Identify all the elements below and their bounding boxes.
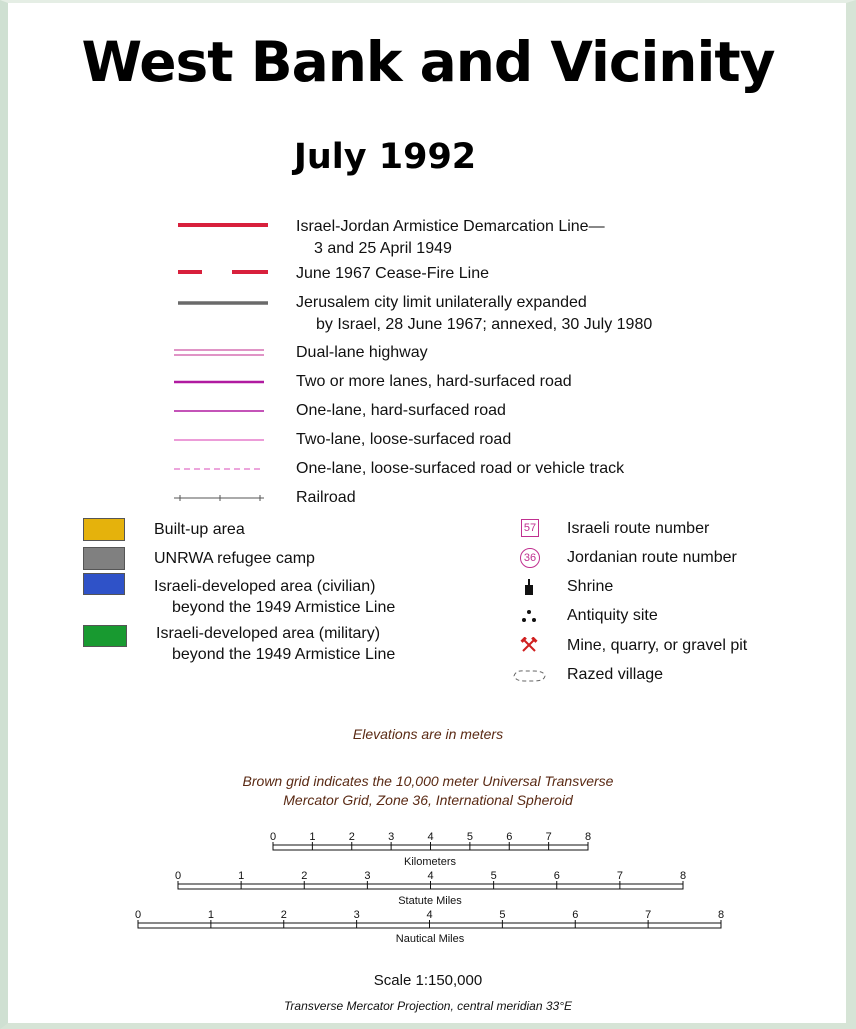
- two-lane-loose-road-label: Two-lane, loose-surfaced road: [296, 431, 512, 448]
- scale-tick-label: 7: [616, 870, 623, 882]
- jordanian-route-icon: 36: [520, 548, 540, 568]
- railroad-symbol: [172, 491, 272, 505]
- scale-tick-label: 3: [353, 909, 360, 921]
- military-swatch: [83, 625, 127, 647]
- grid-note-line1: Brown grid indicates the 10,000 meter Universal Transverse: [242, 773, 614, 789]
- scale-tick-label: 2: [348, 831, 355, 843]
- scale-tick-label: 4: [426, 909, 433, 921]
- scale-tick-label: 5: [466, 831, 473, 843]
- projection-note: Transverse Mercator Projection, central meridian 33°E: [283, 999, 573, 1013]
- one-lane-hard-road-label: One-lane, hard-surfaced road: [296, 402, 506, 419]
- scale-tick-label: 8: [679, 870, 687, 882]
- antiquity-dots-icon: [520, 608, 538, 624]
- two-lane-hard-road-symbol: [172, 375, 272, 389]
- razed-village-label: Razed village: [567, 666, 664, 683]
- scale-tick-label: 0: [269, 831, 277, 843]
- scale-bars: [0, 826, 856, 951]
- israeli-route-icon: 57: [521, 519, 539, 537]
- scale-tick-label: 1: [238, 870, 245, 882]
- map-title: West Bank and Vicinity: [81, 30, 775, 94]
- two-lane-loose-road-symbol: [172, 433, 272, 447]
- mine-quarry-label: Mine, quarry, or gravel pit: [567, 637, 748, 654]
- one-lane-loose-road-symbol: [172, 462, 272, 476]
- map-subtitle: July 1992: [293, 137, 477, 177]
- scale-tick-label: 1: [309, 831, 316, 843]
- armistice-line-label: Israel-Jordan Armistice Demarcation Line— 3 and 25 April 1949: [296, 218, 605, 257]
- armistice-line-symbol: [172, 218, 272, 232]
- scale-tick-label: 0: [174, 870, 182, 882]
- antiquity-label: Antiquity site: [567, 607, 658, 624]
- scale-tick-label: 6: [553, 870, 560, 882]
- scale-tick-label: 6: [572, 909, 579, 921]
- military-label: Israeli-developed area (military) beyond the 1949 Armistice Line: [156, 625, 396, 663]
- statute-miles-label: Statute Miles: [398, 895, 462, 907]
- scale-tick-label: 2: [301, 870, 308, 882]
- elevation-note: Elevations are in meters: [352, 726, 504, 742]
- scale-tick-label: 7: [545, 831, 552, 843]
- shrine-label: Shrine: [567, 578, 614, 595]
- jerusalem-limit-label: Jerusalem city limit unilaterally expanded by Israel, 28 June 1967; annexed, 30 July 1980: [296, 294, 653, 333]
- kilometers-scale-bar: [270, 831, 591, 868]
- scale-tick-label: 8: [717, 909, 725, 921]
- dashed-outline-icon: [510, 668, 548, 684]
- shrine-icon: [521, 578, 537, 596]
- railroad-label: Railroad: [296, 489, 356, 506]
- scale-tick-label: 4: [427, 831, 434, 843]
- scale-tick-label: 8: [584, 831, 592, 843]
- jerusalem-limit-symbol: [172, 296, 272, 310]
- nautical-miles-scale-bar: [135, 909, 724, 945]
- kilometers-label: Kilometers: [404, 856, 456, 868]
- ceasefire-line-label: June 1967 Cease-Fire Line: [296, 265, 490, 282]
- nautical-miles-label: Nautical Miles: [395, 933, 465, 945]
- scale-tick-label: 6: [506, 831, 513, 843]
- israeli-route-label: Israeli route number: [567, 520, 710, 537]
- scale-tick-label: 2: [280, 909, 287, 921]
- scale-tick-label: 5: [499, 909, 506, 921]
- one-lane-hard-road-symbol: [172, 404, 272, 418]
- jordanian-route-label: Jordanian route number: [567, 549, 737, 566]
- statute-miles-scale-bar: [175, 870, 686, 907]
- crossed-hammers-icon: [520, 637, 538, 653]
- civilian-swatch: [83, 573, 125, 595]
- scale-tick-label: 7: [645, 909, 652, 921]
- built-up-swatch: [83, 518, 125, 541]
- one-lane-loose-road-label: One-lane, loose-surfaced road or vehicle track: [296, 460, 625, 477]
- scale-tick-label: 5: [490, 870, 497, 882]
- scale-ratio: Scale 1:150,000: [373, 972, 483, 989]
- scale-tick-label: 4: [427, 870, 434, 882]
- dual-lane-highway-label: Dual-lane highway: [296, 344, 428, 361]
- unrwa-swatch: [83, 547, 125, 570]
- unrwa-label: UNRWA refugee camp: [154, 550, 315, 567]
- civilian-label: Israeli-developed area (civilian) beyond the 1949 Armistice Line: [154, 578, 396, 616]
- scale-tick-label: 1: [207, 909, 214, 921]
- ceasefire-line-symbol: [172, 265, 272, 279]
- dual-lane-highway-symbol: [172, 346, 272, 360]
- scale-tick-label: 3: [364, 870, 371, 882]
- scale-tick-label: 0: [134, 909, 142, 921]
- grid-note-line2: Mercator Grid, Zone 36, International Spheroid: [283, 792, 573, 808]
- built-up-label: Built-up area: [154, 521, 245, 538]
- scale-tick-label: 3: [388, 831, 395, 843]
- two-lane-hard-road-label: Two or more lanes, hard-surfaced road: [296, 373, 572, 390]
